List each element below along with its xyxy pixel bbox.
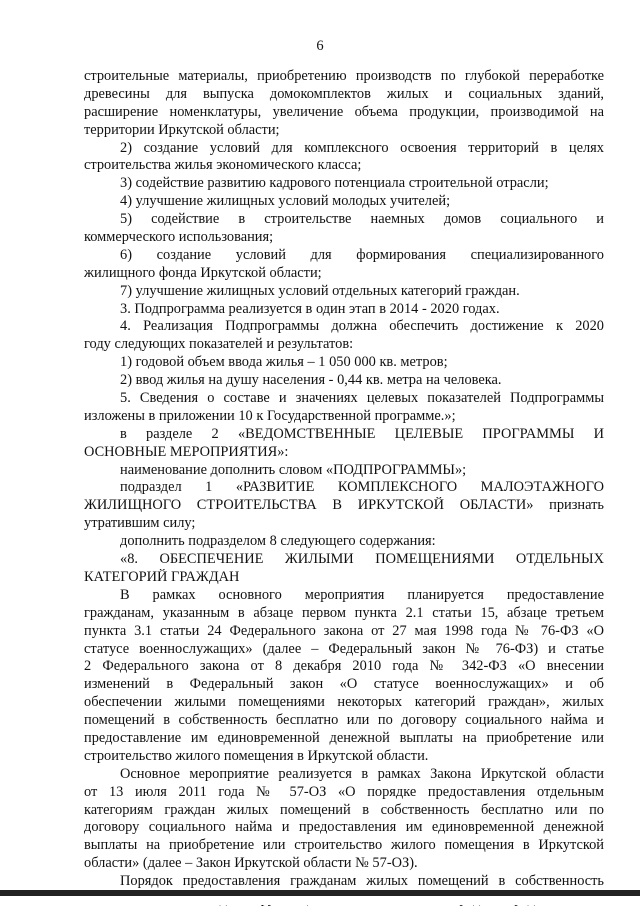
text-line: изменений в Федеральный закон «О статусе военнослужащих» и об <box>84 676 604 693</box>
text-line: 5) содействие в строительстве наемных домов социального и <box>120 211 604 228</box>
text-line: статусе военнослужащих» (далее – Федеральный закон № 76-ФЗ) и статье <box>84 640 604 657</box>
text-line: в разделе 2 «ВЕДОМСТВЕННЫЕ ЦЕЛЕВЫЕ ПРОГРАММЫ И <box>120 425 604 442</box>
text-line: от 13 июля 2011 года № 57-ОЗ «О порядке предоставления отдельным <box>84 783 604 800</box>
text-line: 6) создание условий для формирования специализированного <box>120 246 604 263</box>
text-line: изложены в приложении 10 к Государственной программе.»; <box>84 407 456 424</box>
text-line: области» (далее – Закон Иркутской области № 57-ОЗ). <box>84 855 418 872</box>
text-line: 2) создание условий для комплексного освоения территорий в целях <box>120 139 604 156</box>
text-line: жилищного фонда Иркутской области; <box>84 264 322 281</box>
text-line: В рамках основного мероприятия планируется предоставление <box>120 586 604 603</box>
text-line: 3. Подпрограмма реализуется в один этап в 2014 - 2020 годах. <box>120 300 500 317</box>
text-line: подраздел 1 «РАЗВИТИЕ КОМПЛЕКСНОГО МАЛОЭТАЖНОГО <box>120 479 604 496</box>
text-line: ОСНОВНЫЕ МЕРОПРИЯТИЯ»: <box>84 443 289 460</box>
text-line: помещений в собственность бесплатно или по договору социального найма и <box>84 712 604 729</box>
text-line: договору социального найма и предоставления им единовременной денежной <box>84 819 604 836</box>
text-line: 1) годовой объем ввода жилья – 1 050 000 кв. метров; <box>120 354 448 371</box>
text-line: Порядок предоставления гражданам жилых помещений в собственность <box>120 873 604 890</box>
text-line: дополнить подразделом 8 следующего содержания: <box>120 533 436 550</box>
text-line: территории Иркутской области; <box>84 121 280 138</box>
text-line: 4) улучшение жилищных условий молодых учителей; <box>120 193 451 210</box>
text-line: 4. Реализация Подпрограммы должна обеспечить достижение к 2020 <box>120 318 604 335</box>
text-line: наименование дополнить словом «ПОДПРОГРАММЫ»; <box>120 461 467 478</box>
text-line: строительства жилья экономического класса; <box>84 157 362 174</box>
document-body <box>84 68 604 909</box>
text-line: предоставление им единовременной денежной выплаты на приобретение или <box>84 729 604 746</box>
text-line: строительные материалы, приобретению производств по глубокой переработке <box>84 68 604 84</box>
text-line: году следующих показателей и результатов: <box>84 336 354 353</box>
text-line: коммерческого использования; <box>84 229 274 246</box>
text-line: выплаты на приобретение или строительство жилого помещения в Иркутской <box>84 837 604 854</box>
text-line: 2) ввод жилья на душу населения - 0,44 кв. метра на человека. <box>120 372 502 389</box>
text-line: 7) улучшение жилищных условий отдельных категорий граждан. <box>120 282 520 299</box>
text-line: категориям граждан жилых помещений в собственность бесплатно или по <box>84 801 604 818</box>
text-line: утратившим силу; <box>84 515 196 532</box>
text-line: «8. ОБЕСПЕЧЕНИЕ ЖИЛЫМИ ПОМЕЩЕНИЯМИ ОТДЕЛЬНЫХ <box>120 551 604 568</box>
text-line: строительство жилого помещения в Иркутской области. <box>84 747 429 764</box>
text-line: ЖИЛИЩНОГО СТРОИТЕЛЬСТВА В ИРКУТСКОЙ ОБЛАСТИ» признать <box>84 497 604 514</box>
text-line: 3) содействие развитию кадрового потенциала строительной отрасли; <box>120 175 549 192</box>
text-line: древесины для выпуска домокомплектов жилых и социальных зданий, <box>84 85 604 102</box>
text-line: 2 Федерального закона от 8 декабря 2010 года № 342-ФЗ «О внесении <box>84 658 604 675</box>
text-line: гражданам, указанным в абзаце первом пункта 2.1 статьи 15, абзаце третьем <box>84 604 604 621</box>
text-line: Основное мероприятие реализуется в рамках Закона Иркутской области <box>120 765 604 782</box>
text-line: расширение номенклатуры, увеличение объема продукции, производимой на <box>84 103 604 120</box>
scan-margin <box>0 896 640 905</box>
text-line: 5. Сведения о составе и значениях целевых показателей Подпрограммы <box>120 390 604 407</box>
text-line: КАТЕГОРИЙ ГРАЖДАН <box>84 568 240 585</box>
text-line: обеспечении жилыми помещениями некоторых категорий граждан», жилых <box>84 694 604 711</box>
text-line: пункта 3.1 статьи 24 Федерального закона от 27 мая 1998 года № 76-ФЗ «О <box>84 622 604 639</box>
page-number: 6 <box>316 38 324 54</box>
